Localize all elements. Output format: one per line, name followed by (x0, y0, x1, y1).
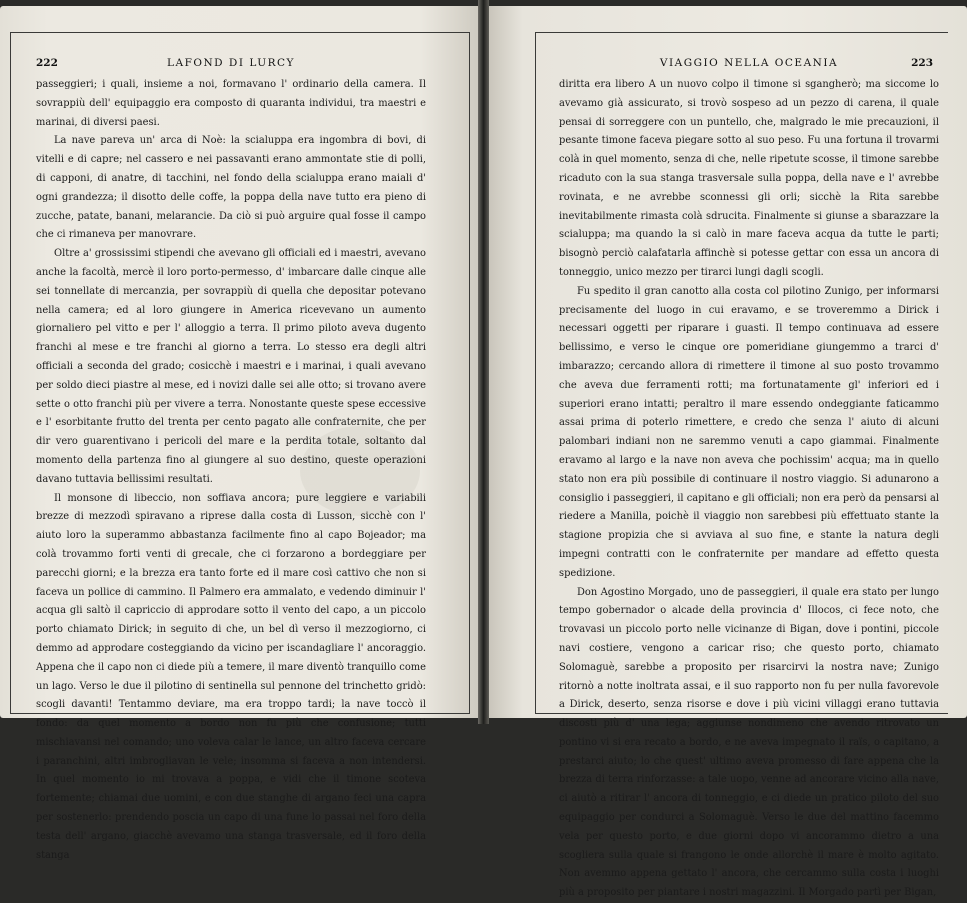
book-gutter (478, 0, 489, 724)
paragraph: passeggieri; i quali, insieme a noi, formavano l' ordinario della camera. Il sovrappiù dell' equipaggio era composto di quaranta individui, tra maestri e marinai, di diversi paesi. (36, 79, 426, 128)
paragraph: Il monsone di libeccio, non soffiava ancora; pure leggiere e variabili brezze di mezzodì spiravano a riprese dalla costa di Lusson, sicchè con l' aiuto loro la superammo abbastanza facilmente fino al capo Bojeador; ma colà trovammo forti venti di grecale, che ci forzarono a bordeggiare per parecchi giorni; e la brezza era tanto forte ed il mare così cattivo che non si faceva un pollice di cammino. Il Palmero era ammalato, e vedendo diminuir l' acqua gli saltò il capriccio di approdare sotto il vento del capo, a un piccolo porto chiamato Dirick; in seguito di che, un bel dì verso il mezzogiorno, ci demmo ad approdare costeggiando da vicino per iscandagliare l' ancoraggio. Appena che il capo non ci diede più a temere, il mare diventò tranquillo come un lago. Verso le due il pilotino di sentinella sul pennone del trinchetto gridò: scogli davanti! Tentammo deviare, ma era troppo tardi; la nave toccò il fondo: da quel momento a bordo non fu più che confusione; tutti mischiavansi nel comando; uno voleva calar le lance, un altro faceva cercare i paranchini, altri imbrogliavan le vele; insomma si faceva a non intendersi. In quel momento io mi trovava a poppa, e vidi che il timone scoteva fortemente; chiamai due uomini, e con due stanghe di argano feci una capra per sostenerlo: prendendo poscia un capo di una fune lo passai nel foro della testa dell' argano, giacchè avevamo una stanga trasversale, ed il foro della stanga (36, 492, 426, 861)
paragraph: Don Agostino Morgado, uno de passeggieri, il quale era stato per lungo tempo gobernador o alcade della provincia d' Illocos, ci fece noto, che trovavasi un piccolo porto nelle vicinanze di Bigan, dove i pontini, piccole navi costiere, vengono a caricar riso; che questo porto, chiamato Solomaguè, sarebbe a proposito per risarcirvi la nostra nave; Zunigo ritornò a notte inoltrata assai, e il suo rapporto non fu per nulla favorevole a Dirick, deserto, senza risorse e dove i più vicini villaggi erano tuttavia discosti più d' una lega; aggiunse nondimeno che avendo ritrovato un pontino vi si era recato a bordo, e ne aveva impegnato il raïs, o capitano, a prestarci aiuto; lo che quest' ultimo aveva promesso di fare appena che la brezza di terra rinforzasse: a tale uopo, venne ad ancorare vicino alla nave, ci aiutò a ritirar l' ancora di tonneggio, e ci diede un pratico piloto del suo equipaggio per condurci a Solomaguè. Verso le due del mattino facemmo vela per questo porto, e due giorni dopo vi ancorammo dietro a una scogliera sulla quale si frangono le onde allorchè il mare è molto agitato. Non avemmo appena gettato l' ancora, che cercammo sulla costa i luoghi più a proposito per piantare i nostri magazzini. Il Morgado partì per Bigan, (559, 586, 939, 899)
page-body (559, 76, 939, 903)
right-page (489, 6, 967, 899)
page-body (36, 76, 426, 865)
paragraph: Fu spedito il gran canotto alla costa col pilotino Zunigo, per informarsi precisamente del luogo in cui eravamo, e se troveremmo a Dirick i necessari oggetti per riparare i guasti. Il tempo continuava ad essere bellissimo, e verso le cinque ore pomeridiane giungemmo a trarci d' imbarazzo; cercando allora di rimettere il timone al suo posto trovammo che aveva due ferramenti rotti; ma fortunatamente gl' inferiori ed i superiori erano intatti; peraltro il mare essendo ondeggiante faticammo assai prima di poterlo rimettere, e credo che senza l' aiuto di alcuni palombari indiani non ne saremmo venuti a capo giammai. Finalmente eravamo al largo e la nave non aveva che pochissim' acqua; ma in quello stato non era più possibile di continuare il nostro viaggio. Si adunarono a consiglio i passeggieri, il capitano e gli officiali; non era però da pensarsi al riedere a Manilla, poichè il viaggio non sarebbesi più effettuato stante la stagione propizia che si avviava al suo fine, e stante la natura degli impegni contratti con le confraternite per mandare ad effetto questa spedizione. (559, 285, 939, 579)
paragraph: Oltre a' grossissimi stipendi che avevano gli officiali ed i maestri, avevano anche la facoltà, mercè il loro porto-permesso, d' imbarcare dalle cinque alle sei tonnellate di mercanzia, per sovrappiù di quella che depositar potevano nella camera; ed al loro giungere in America ricevevano un aumento giornaliero pel vitto e per l' alloggio a terra. Il primo piloto aveva dugento franchi al mese e tre franchi al giorno a terra. Lo stesso era degli altri officiali a seconda del grado; cosicchè i maestri e i marinai, i quali avevano per soldo dieci piastre al mese, ed i novizi dalle sei alle otto; si trovano avere sette o otto franchi più per vivere a terra. Nonostante queste spese eccessive e l' esorbitante frutto del trenta per cento pagato alle confraternite, che per dir vero guarentivano i pericoli del mare e la perdita totale, soltanto dal momento della partenza fino al giungere al suo destino, queste operazioni davano tuttavia bellissimi resultati. (36, 248, 426, 485)
paragraph: La nave pareva un' arca di Noè: la scialuppa era ingombra di bovi, di vitelli e di capre; nel cassero e nei passavanti erano ammontate stie di polli, di capponi, di anatre, di tacchini, nel fondo della scialuppa erano maiali d' ogni grandezza; il disotto delle coffe, la poppa della nave tutto era pieno di zucche, patate, banani, melarancie. Da ciò si può arguire qual fosse il campo che ci rimaneva per manovrare. (36, 135, 426, 241)
page-number: 223 (911, 57, 933, 69)
running-header (36, 57, 426, 73)
running-header (559, 57, 939, 73)
paragraph: diritta era libero A un nuovo colpo il timone si sgangherò; ma siccome lo avevamo già assicurato, si trovò sospeso ad un pezzo di carena, il quale pensai di sorreggere con un puntello, che, malgrado le mie precauzioni, il pesante timone faceva piegare sotto al suo peso. Fu una fortuna il trovarmi colà in quel momento, senza di che, nelle ripetute scosse, il timone sarebbe ricaduto con la sua stanga trasversale sulla poppa, della nave e l' avrebbe rovinata, e ne avrebbe sconnessi gli orli; sicchè la Rita sarebbe inevitabilmente rimasta colà sdrucita. Finalmente si giunse a sbarazzare la scialuppa; ma quando la si calò in mare faceva acqua da tutte le parti; bisognò perciò calafatarla affinchè si potesse gettar con essa un ancora di tonneggio, unico mezzo per tirarci lungi dagli scogli. (559, 79, 939, 278)
running-title: LAFOND DI LURCY (167, 57, 295, 69)
page-number: 222 (36, 57, 58, 69)
running-title: VIAGGIO NELLA OCEANIA (659, 57, 839, 69)
left-page (0, 6, 478, 861)
